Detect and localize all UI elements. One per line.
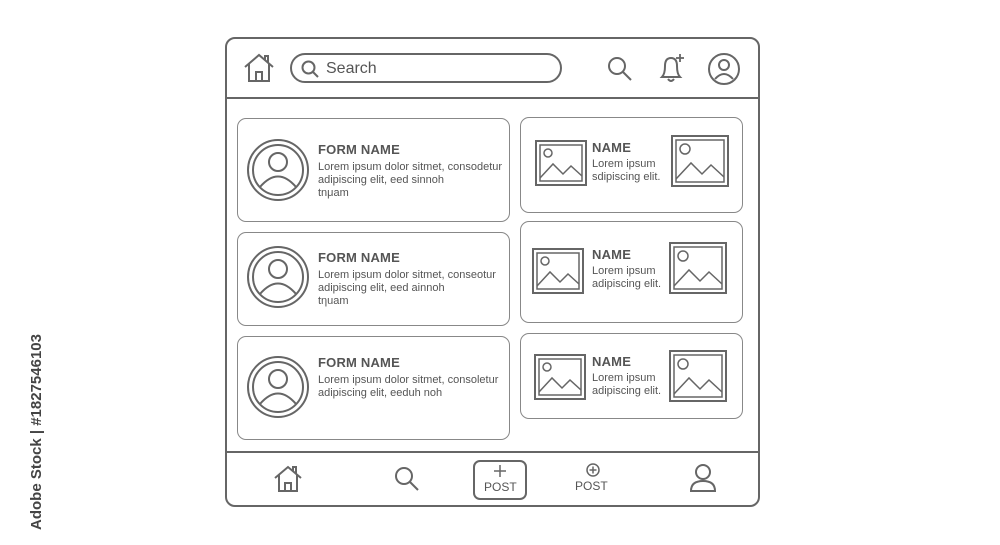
image-icon (534, 354, 586, 400)
name-card[interactable] (520, 221, 743, 323)
watermark-text: Adobe Stock | #1827546103 (28, 334, 45, 530)
bottom-nav (227, 451, 758, 505)
search-icon[interactable] (394, 466, 420, 492)
form-card[interactable] (237, 336, 510, 440)
image-icon (669, 242, 727, 294)
user-icon[interactable] (689, 463, 717, 493)
search-input[interactable] (290, 53, 562, 83)
image-icon (535, 140, 587, 186)
home-icon[interactable] (243, 53, 275, 83)
form-card[interactable] (237, 232, 510, 326)
form-name-title: FORM NAME (318, 355, 400, 370)
plus-icon (494, 465, 506, 477)
bell-icon[interactable] (657, 52, 687, 84)
search-icon[interactable] (607, 56, 633, 82)
form-description: Lorem ipsum dolor sitmet, consoletur adipiscing elit, eeduh noh (318, 374, 499, 399)
home-icon[interactable] (273, 465, 303, 493)
avatar-icon (246, 355, 310, 419)
name-title: NAME (592, 247, 632, 262)
stock-watermark (4, 300, 45, 530)
post-item-label: POST (575, 479, 608, 493)
image-icon (669, 350, 727, 402)
form-name-title: FORM NAME (318, 250, 400, 265)
name-description: Lorem ipsum adipiscing elit. (592, 265, 662, 290)
post-nav-item[interactable] (573, 463, 613, 499)
post-button[interactable] (473, 460, 527, 500)
post-button-label: POST (484, 480, 517, 494)
name-title: NAME (592, 140, 632, 155)
search-icon (301, 60, 319, 78)
plus-circle-icon (586, 463, 600, 477)
image-icon (671, 135, 729, 187)
name-card[interactable] (520, 333, 743, 419)
name-description: Lorem ipsum adipiscing elit. (592, 372, 662, 397)
top-bar (227, 39, 758, 99)
form-name-title: FORM NAME (318, 142, 400, 157)
form-description: Lorem ipsum dolor sitmet, conseotur adipiscing elit, eed ainnoh tηuam (318, 269, 496, 307)
image-icon (532, 248, 584, 294)
search-placeholder: Search (326, 60, 377, 77)
name-description: Lorem ipsum sdipiscing elit. (592, 158, 661, 183)
name-title: NAME (592, 354, 632, 369)
form-card[interactable] (237, 118, 510, 222)
user-circle-icon[interactable] (707, 52, 741, 86)
form-description: Lorem ipsum dolor sitmet, consodetur adipiscing elit, eed sinnoh tnμam (318, 161, 503, 199)
name-card[interactable] (520, 117, 743, 213)
app-frame (225, 37, 760, 507)
avatar-icon (246, 138, 310, 202)
avatar-icon (246, 245, 310, 309)
